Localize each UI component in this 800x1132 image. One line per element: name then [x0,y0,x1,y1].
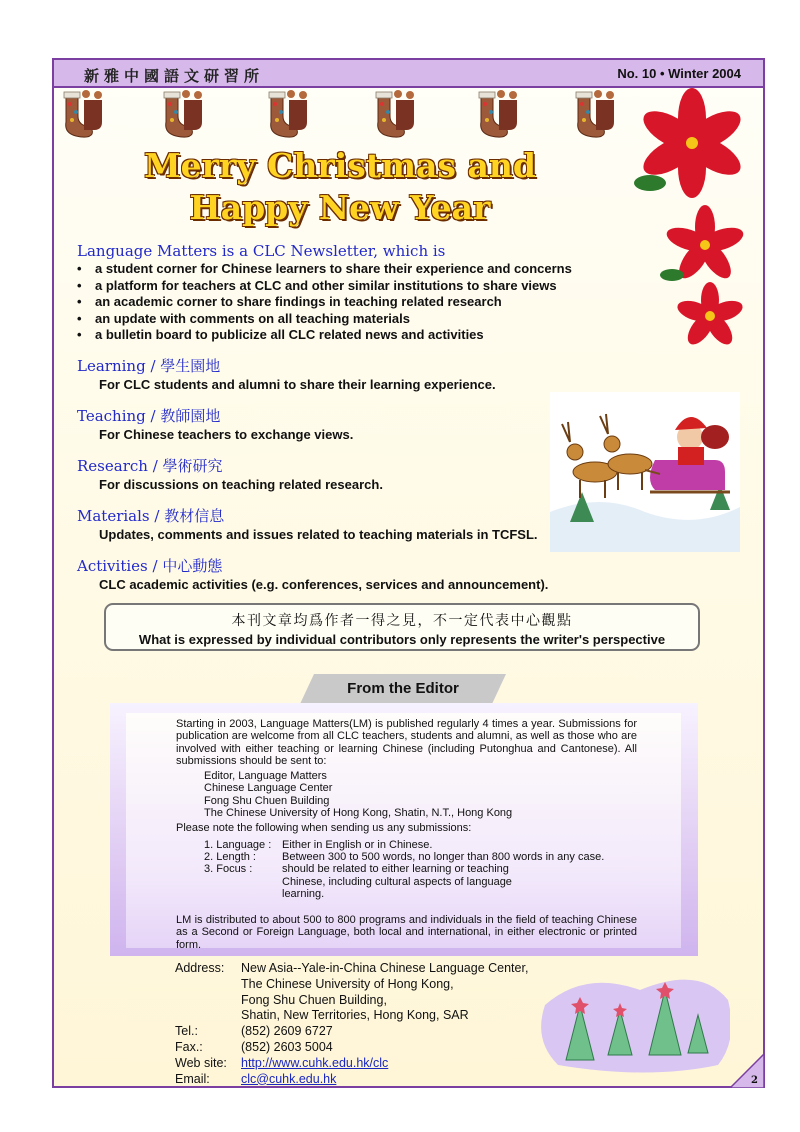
section-heading: Research / 學術研究 [77,457,223,475]
stockings-garland [56,90,676,140]
header-bar [52,58,765,88]
section-heading: Materials / 教材信息 [77,507,225,525]
address-line: Fong Shu Chuen Building, [241,992,387,1007]
contact-label: Email: [175,1071,210,1086]
contact-tel-row [175,1024,528,1040]
editor-address [176,770,637,819]
address-line: The Chinese University of Hong Kong, Shatin, N.T., Hong Kong [204,807,513,820]
address-line: Chinese Language Center [204,782,333,795]
address-line: Fong Shu Chuen Building [204,794,330,807]
publication-name: 新雅中國語文研習所 [84,67,265,85]
poinsettia-flower-icon [632,88,752,198]
rule-item [176,839,637,851]
section-heading: Teaching / 教師園地 [77,407,221,425]
address-line: Editor, Language Matters [204,770,327,783]
section-materials [77,506,538,544]
editor-box [110,703,698,956]
contact-email-row [175,1072,528,1088]
contact-fax-row [175,1040,528,1056]
rule-value: should be related to either learning or teaching Chinese, including cultural aspects of language learning. [282,863,512,900]
submission-rules [176,839,637,900]
issue-label: No. 10 • Winter 2004 [617,66,741,81]
editor-content [126,713,681,951]
list-item: • a platform for teachers at CLC and other similar institutions to share views [77,278,572,295]
holiday-headline [60,145,620,229]
disclaimer-english: What is expressed by individual contributors only represents the writer's perspective [138,632,666,647]
intro-bullet-list [77,261,572,344]
rule-item [176,863,637,900]
contact-web-row [175,1056,528,1072]
from-the-editor-tab [300,674,506,704]
contact-block [175,961,528,1087]
section-description: For CLC students and alumni to share their learning experience. [99,377,496,392]
poinsettia-flower-icon [668,282,753,352]
christmas-stocking-icon [56,90,676,140]
list-item: • a student corner for Chinese learners to share their experience and concerns [77,261,572,278]
intro-title: Language Matters is a CLC Newsletter, which is [77,242,446,260]
address-line: Shatin, New Territories, Hong Kong, SAR [241,1008,469,1023]
list-item: • an academic corner to share findings in teaching related research [77,294,572,311]
email-link[interactable]: clc@cuhk.edu.hk [241,1071,337,1086]
contact-label: Tel.: [175,1024,198,1039]
address-line: The Chinese University of Hong Kong, [241,976,454,991]
rule-key: 3. Focus : [204,863,253,876]
rule-key: 2. Length : [204,850,256,863]
contact-address-row [175,961,528,1024]
section-teaching [77,406,353,444]
poinsettia-flower-icon [660,205,750,285]
editor-tab-label: From the Editor [347,680,459,697]
rule-item [176,851,637,863]
disclaimer-chinese: 本刊文章均爲作者一得之見，不一定代表中心觀點 [231,613,573,629]
page-number: 2 [751,1075,758,1086]
santa-sleigh-illustration [550,392,740,552]
section-heading: Learning / 學生園地 [77,357,221,375]
list-item: • a bulletin board to publicize all CLC related news and activities [77,327,572,344]
headline-line-2: Happy New Year [189,188,491,227]
rule-value: Between 300 to 500 words, no longer than 800 words in any case. [282,850,605,863]
section-heading: Activities / 中心動態 [77,557,223,575]
christmas-trees-illustration [540,975,730,1075]
list-item: • an update with comments on all teaching materials [77,311,572,328]
disclaimer-box [104,603,700,651]
contact-label: Fax.: [175,1039,203,1054]
address-line: New Asia--Yale-in-China Chinese Language Center, [241,961,529,975]
section-research [77,456,383,494]
page-number-corner [730,1054,764,1088]
headline-line-1: Merry Christmas and [144,146,536,185]
section-description: CLC academic activities (e.g. conferences, services and announcement). [99,577,549,592]
editor-paragraph-1: Starting in 2003, Language Matters(LM) is published regularly 4 times a year. Submissions for publication are welcome from all CLC teachers, students and alumni, as well as those who are involved with either teaching or learning Chinese (including Putonghua and Cantonese). All submissions should be sent to: [176,718,637,767]
section-description: Updates, comments and issues related to teaching materials in TCFSL. [99,527,538,542]
section-description: For discussions on teaching related research. [99,477,383,492]
tel-value: (852) 2609 6727 [241,1024,333,1039]
rule-key: 1. Language : [204,838,272,851]
contact-label: Web site: [175,1055,227,1070]
editor-note: Please note the following when sending us any submissions: [176,822,472,835]
section-activities [77,556,548,594]
editor-paragraph-2: LM is distributed to about 500 to 800 programs and individuals in the field of teaching Chinese as a Second or Foreign Language, both local and international, in either electronic or printed form. [176,914,637,951]
fax-value: (852) 2603 5004 [241,1039,333,1054]
section-description: For Chinese teachers to exchange views. [99,427,354,442]
contact-label: Address: [175,961,225,975]
section-learning [77,356,496,394]
website-link[interactable]: http://www.cuhk.edu.hk/clc [241,1055,389,1070]
rule-value: Either in English or in Chinese. [282,838,433,851]
